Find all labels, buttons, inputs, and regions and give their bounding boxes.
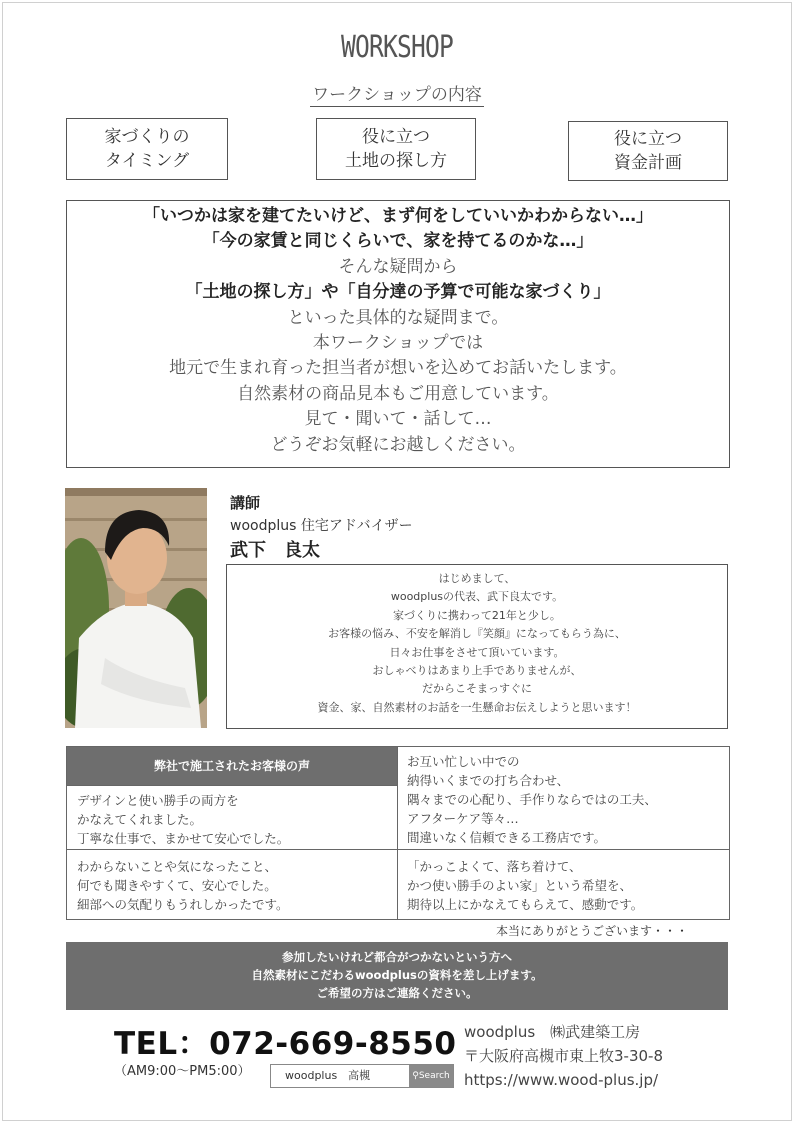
lecturer-photo: [65, 488, 207, 728]
voice-line: アフターケア等々…: [407, 811, 519, 826]
business-hours: （AM9:00〜PM5:00）: [114, 1064, 251, 1079]
voice-line: デザインと使い勝手の両方を: [77, 793, 239, 808]
topic-line: 資金計画: [614, 153, 682, 173]
topic-line: 土地の探し方: [345, 151, 447, 171]
company-address: 〒大阪府高槻市東上牧3-30-8: [464, 1047, 664, 1065]
voice-cell: [407, 752, 657, 847]
voices-header: 弊社で施工されたお客様の声: [67, 747, 397, 785]
tel-number: TEL：072-669-8550: [114, 1026, 457, 1062]
voice-line: かつ使い勝手のよい家」という希望を、: [407, 878, 633, 893]
message-line: おしゃべりはあまり上手でありませんが、: [372, 664, 582, 678]
lecturer-position: woodplus 住宅アドバイザー: [230, 518, 413, 534]
intro-line: 「今の家賃と同じくらいで、家を持てるのかな…」: [202, 231, 594, 252]
voice-line: 隅々までの心配り、手作りならではの工夫、: [407, 792, 657, 807]
voice-line: 期待以上にかなえてもらえて、感動です。: [407, 897, 644, 912]
search-box[interactable]: [270, 1064, 454, 1088]
topic-land-search: [316, 118, 476, 180]
voice-line: わからないことや気になったこと、: [77, 859, 278, 874]
intro-line: 地元で生まれ育った担当者が想いを込めてお話いたします。: [169, 358, 627, 379]
topic-line: 役に立つ: [614, 129, 682, 149]
lecturer-info: [230, 492, 413, 564]
search-button[interactable]: [409, 1065, 453, 1087]
voice-line: 間違いなく信頼できる工務店です。: [407, 830, 607, 845]
company-info: [464, 1020, 663, 1092]
table-divider: [67, 785, 397, 786]
banner-line: ご希望の方はご連絡ください。: [316, 986, 478, 1000]
message-line: お客様の悩み、不安を解消し『笑顔』になってもらう為に、: [328, 627, 626, 641]
voice-line: 「かっこよくて、落ち着けて、: [407, 859, 582, 874]
search-input[interactable]: woodplus 高槻: [285, 1069, 371, 1082]
message-line: 家づくりに携わって21年と少し。: [393, 608, 561, 622]
message-line: はじめまして、: [438, 572, 516, 585]
banner-line: 自然素材にこだわるwoodplusの資料を差し上げます。: [251, 968, 543, 982]
voice-line: 丁寧な仕事で、まかせて安心でした。: [77, 831, 290, 846]
intro-line: そんな疑問から: [338, 256, 458, 277]
voice-line: 納得いくまでの打ち合わせ、: [407, 773, 570, 788]
intro-line: 「いつかは家を建てたいけど、まず何をしていいかわからない…」: [143, 206, 653, 226]
lecturer-role: 講師: [230, 494, 261, 512]
message-line: 資金、家、自然素材のお話を一生懸命お伝えしようと思います！: [317, 700, 637, 714]
topic-line: タイミング: [104, 151, 190, 171]
thanks-note: 本当にありがとうございます・・・: [496, 924, 689, 938]
topic-line: 役に立つ: [362, 127, 430, 147]
voice-line: 細部への気配りもうれしかったです。: [77, 897, 289, 912]
table-divider: [67, 849, 729, 850]
topic-funding-plan: [568, 121, 728, 181]
topic-line: 家づくりの: [104, 127, 190, 147]
message-line: だからこそまっすぐに: [422, 682, 532, 696]
intro-line: 「土地の探し方」や「自分達の予算で可能な家づくり」: [185, 282, 611, 303]
intro-line: 自然素材の商品見本もご用意しています。: [237, 383, 559, 404]
lecturer-message-box: [226, 564, 728, 729]
intro-line: どうぞお気軽にお越しください。: [270, 434, 526, 455]
intro-line: 本ワークショップでは: [312, 333, 484, 354]
intro-box: [66, 200, 730, 468]
customer-voices-table: [66, 746, 730, 920]
voice-line: お互い忙しい中での: [407, 754, 520, 769]
voice-cell: [407, 857, 643, 914]
page-title: WORKSHOP: [341, 30, 453, 65]
topic-timing: [66, 118, 228, 180]
table-divider: [397, 747, 398, 919]
subtitle-text: ワークショップの内容: [312, 85, 482, 105]
voice-line: 何でも聞きやすくて、安心でした。: [77, 878, 277, 893]
intro-line: 見て・聞いて・話して…: [304, 409, 492, 430]
voice-line: かなえてくれました。: [77, 812, 203, 827]
page-subtitle: [0, 80, 794, 105]
search-icon: ⚲: [412, 1071, 419, 1081]
intro-line: といった具体的な疑問まで。: [287, 307, 509, 328]
search-button-label: Search: [418, 1071, 450, 1081]
banner-line: 参加したいけれど都合がつかないという方へ: [282, 950, 512, 964]
message-line: woodplusの代表、武下良太です。: [390, 590, 564, 604]
voice-cell: [77, 791, 289, 848]
voice-cell: [77, 857, 289, 914]
company-name: woodplus ㈱武建築工房: [464, 1023, 641, 1041]
materials-banner: [66, 942, 728, 1010]
lecturer-name: 武下 良太: [230, 540, 320, 561]
company-url[interactable]: https://www.wood-plus.jp/: [464, 1071, 659, 1089]
message-line: 日々お仕事をさせて頂いています。: [389, 645, 565, 659]
